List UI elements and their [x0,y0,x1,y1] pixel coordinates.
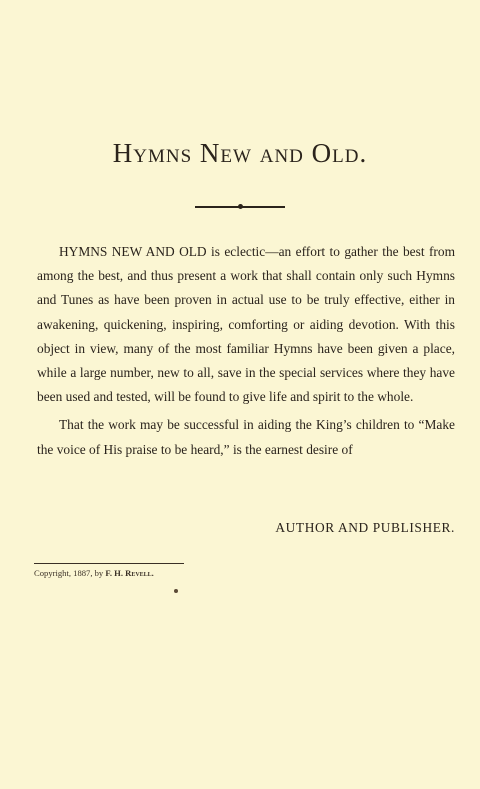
copyright-prefix: Copyright, 1887, by [34,568,106,578]
signature: AUTHOR AND PUBLISHER. [275,520,455,535]
title-ornament-rule [195,203,285,211]
preface-paragraph-2: That the work may be successful in aiding the King’s children to “Make the voice of His praise to be heard,” is the earnest desire of [37,417,455,457]
footer-rule [34,563,184,564]
ornament-dot [238,204,243,209]
page-title: Hymns New and Old. [112,138,368,168]
copyright-notice [34,568,154,578]
preface-text [37,240,455,462]
ink-speck [174,589,178,593]
copyright-holder: F. H. Revell. [105,568,154,578]
preface-paragraph-1: HYMNS NEW AND OLD is eclectic—an effort to gather the best from among the best, and thus present a work that shall contain only such Hymns and Tunes as have been proven in actual use to be truly effective, either in awakening, quickening, inspiring, comforting or aiding devotion. With this object in view, many of the most familiar Hymns have been given a place, while a large number, new to all, save in the special services where they have been used and tested, will be found to give life and spirit to the whole. [37,244,455,405]
